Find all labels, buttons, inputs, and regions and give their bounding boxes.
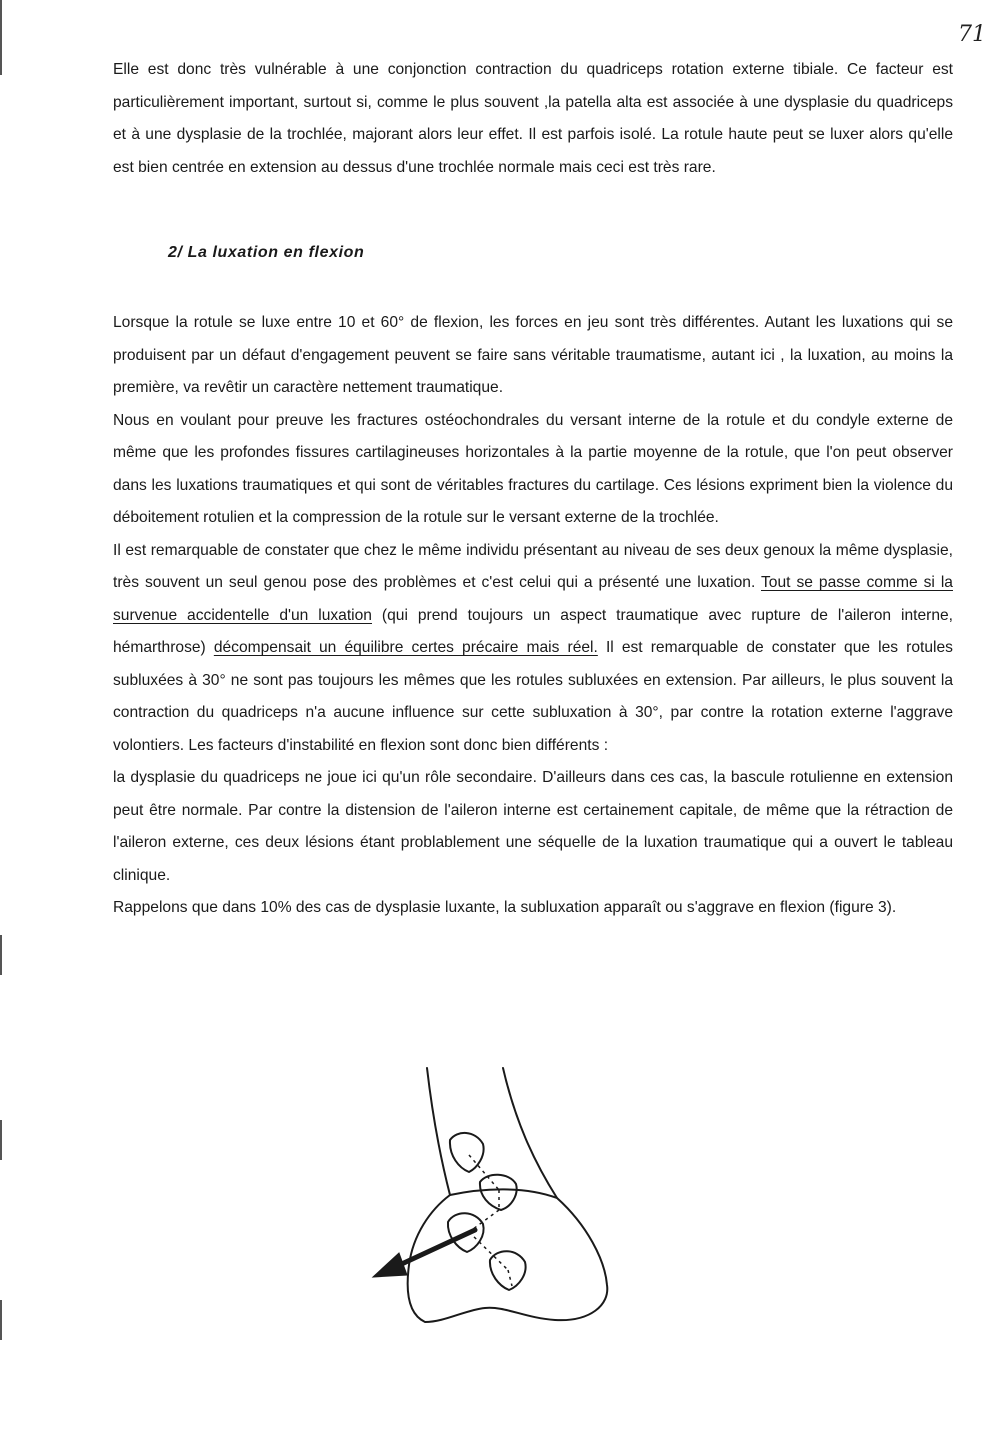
paragraph-3-part-1: Il est remarquable de constater que chez le même individu présentant au niveau de ses deux genoux la même dysplasie, très souvent un seul genou pose des problèmes et c'est celui qui a présenté une luxation. [113, 541, 953, 591]
axis-line-1 [469, 1155, 499, 1190]
page-number: 71 [958, 22, 986, 47]
femur-shaft-left [427, 1068, 450, 1195]
main-text [113, 307, 953, 925]
trochlea-outline [408, 1189, 608, 1322]
paragraph-4: la dysplasie du quadriceps ne joue ici qu'un rôle secondaire. D'ailleurs dans ces cas, la bascule rotulienne en extension peut être normale. Par contre la distension de l'aileron interne est certainement capitale, de même que la rétraction de l'aileron externe, ces deux lésions étant problablement une séquelle de la luxation traumatique qui a ouvert le tableau clinique. [113, 769, 953, 884]
intro-paragraph: Elle est donc très vulnérable à une conjonction contraction du quadriceps rotation externe tibiale. Ce facteur est particulièrement important, surtout si, comme le plus souvent ,la patella alta est associée à une dysplasie du quadriceps et à une dysplasie de la trochlée, majorant alors leur effet. Il est parfois isolé. La rotule haute peut se luxer alors qu'elle est bien centrée en extension au dessus d'une trochlée normale mais ceci est très rare. [113, 61, 953, 176]
intro-text [113, 54, 953, 184]
scan-margin-mark [0, 1300, 2, 1340]
axis-line-5 [508, 1270, 512, 1286]
underlined-phrase-2: décompensait un équilibre certes précaire mais réel. [213, 639, 598, 656]
scan-margin-mark [0, 0, 2, 75]
paragraph-3-part-3: Il est remarquable de constater que les rotules subluxées à 30° ne sont pas toujours les mêmes que les rotules subluxées en extension. Par ailleurs, le plus souvent la contraction du quadriceps n'a aucune influence sur cette subluxation à 30°, par contre la rotation externe l'aggrave volontiers. Les facteurs d'instabilité en flexion sont donc bien différents : [113, 639, 953, 754]
paragraph-3-part-2: (qui prend toujours un aspect traumatique avec rupture de l'aileron interne, hémarthrose) [113, 606, 953, 656]
displacement-arrow [373, 1230, 475, 1277]
paragraph-3 [113, 535, 953, 763]
paragraph-5: Rappelons que dans 10% des cas de dysplasie luxante, la subluxation apparaît ou s'aggrave en flexion (figure 3). [113, 899, 897, 916]
underlined-phrase-1: Tout se passe comme si la survenue accidentelle d'un luxation [113, 574, 953, 624]
scan-margin-mark [0, 935, 2, 975]
patella-subluxation-figure [365, 1060, 615, 1335]
paragraph-2: Nous en voulant pour preuve les fractures ostéochondrales du versant interne de la rotule et du condyle externe de même que les profondes fissures cartilagineuses horizontales à la partie moyenne de la rotule, que l'on peut observer dans les luxations traumatiques et qui sont de véritables fractures du cartilage. Ces lésions expriment bien la violence du déboitement rotulien et la compression de la rotule sur le versant externe de la trochlée. [113, 411, 953, 526]
section-heading: 2/ La luxation en flexion [168, 244, 365, 261]
scan-margin-mark [0, 1120, 2, 1160]
paragraph-1: Lorsque la rotule se luxe entre 10 et 60° de flexion, les forces en jeu sont très différentes. Autant les luxations qui se produisent par un défaut d'engagement peuvent se faire sans véritable traumatisme, autant ici , la luxation, au moins la première, va revêtir un caractère nettement traumatique. [113, 314, 953, 396]
